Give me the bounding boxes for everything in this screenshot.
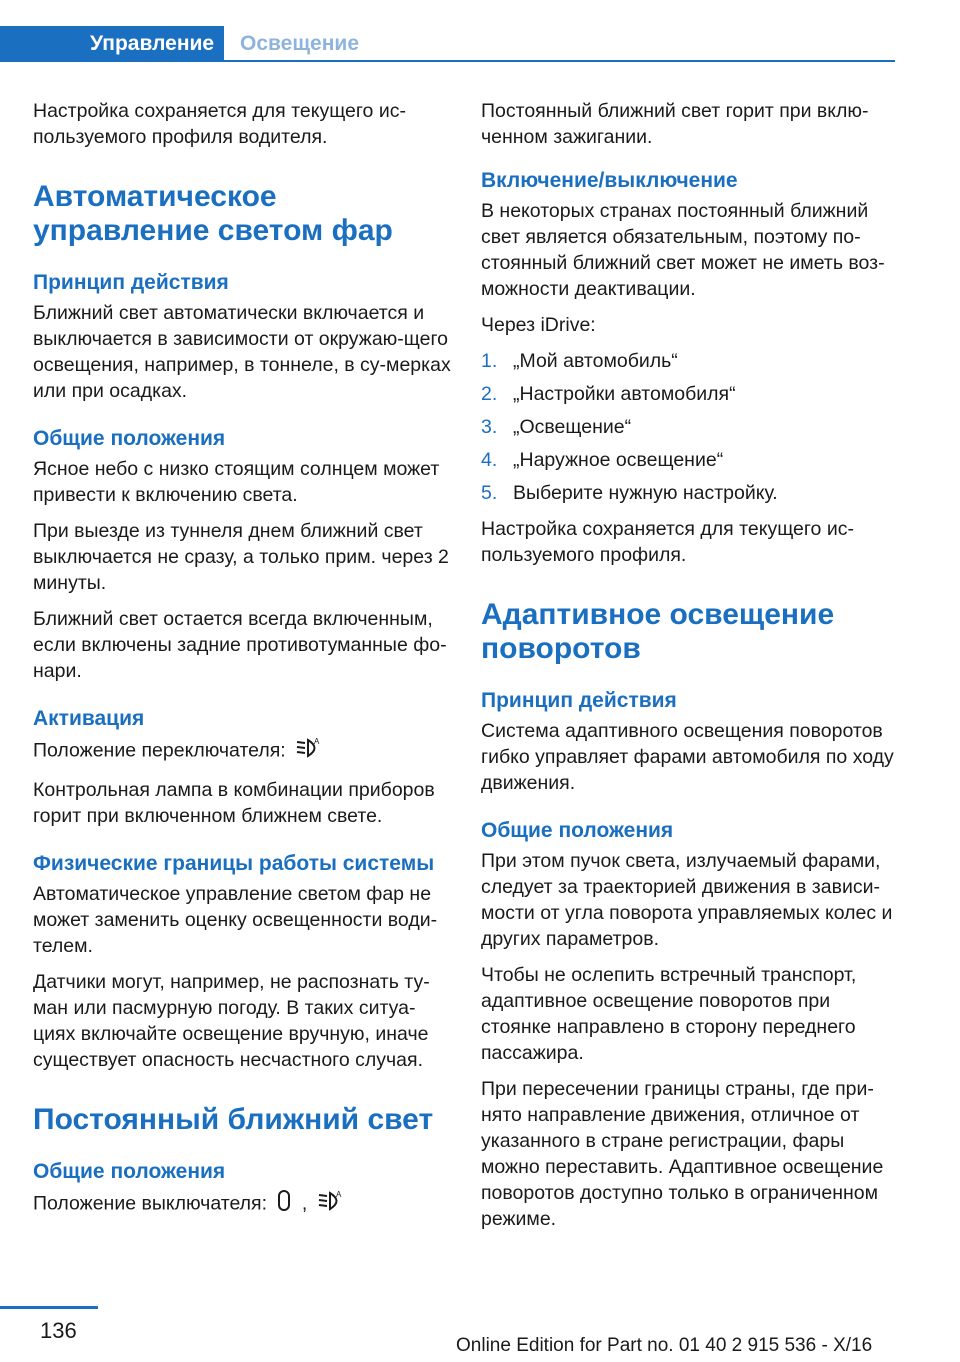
comma-separator: , — [301, 1192, 308, 1215]
adaptive-general-3: При пересечении границы страны, где при-нято направление движения, отличное от указанного в стране регистрации, фары можно переставить. Адаптивное освещение поворотов доступно только в ограниченном режиме. — [481, 1078, 884, 1230]
heading-general: Общие положения — [33, 427, 226, 450]
header-rule — [0, 60, 895, 62]
tab-control[interactable]: Управление — [0, 26, 224, 62]
edition-note: Online Edition for Part no. 01 40 2 915 536 - X/16 — [456, 1335, 873, 1356]
heading-auto-headlight: Автоматическое управление светом фар — [33, 180, 393, 247]
limits-text-2: Датчики могут, например, не распознать ту-ман или пасмурную погоду. В таких ситуа-циях включайте освещение вручную, иначе существует опасность несчастного случая. — [33, 971, 430, 1071]
heading-activation: Активация — [33, 707, 145, 730]
adaptive-principle-text: Система адаптивного освещения поворотов гибко управляет фарами автомобиля по ходу движения. — [481, 720, 894, 794]
auto-headlight-icon — [317, 1189, 347, 1220]
switch-position-line-2 — [33, 1189, 451, 1220]
switch-position-label-2: Положение выключателя: — [33, 1192, 268, 1215]
svg-text:A: A — [314, 737, 320, 746]
right-column — [481, 98, 899, 1242]
heading-on-off: Включение/выключение — [481, 169, 738, 192]
heading-permanent-low-beam: Постоянный ближний свет — [33, 1103, 434, 1136]
adaptive-general-1: При этом пучок света, излучаемый фарами, следует за траекторией движения в зависи-мости от угла поворота управляемых колес и других параметров. — [481, 850, 893, 950]
limits-text-1: Автоматическое управление светом фар не может заменить оценку освещенности води-телем. — [33, 883, 438, 957]
header-tabs — [0, 26, 895, 62]
list-item: 5. Выберите нужную настройку. — [481, 482, 778, 504]
tab-lighting[interactable]: Освещение — [240, 32, 359, 55]
heading-limits: Физические границы работы системы — [33, 852, 435, 875]
footer-rule — [0, 1306, 98, 1309]
list-item: 3. „Освещение“ — [481, 416, 632, 438]
switch-position-line — [33, 736, 451, 767]
lamp-text: Контрольная лампа в комбинации приборов горит при включенном ближнем свете. — [33, 779, 435, 827]
general-text-1: Ясное небо с низко стоящим солнцем может привести к включению света. — [33, 458, 440, 506]
idrive-steps — [481, 348, 899, 506]
on-off-text: В некоторых странах постоянный ближний свет является обязательным, поэтому по-стоянный ближний свет может не иметь воз-можности деактивации. — [481, 200, 885, 300]
list-item: 2. „Настройки автомобиля“ — [481, 383, 736, 405]
heading-general-2: Общие положения — [33, 1160, 226, 1183]
auto-headlight-icon — [295, 736, 325, 767]
light-switch-off-icon — [276, 1189, 292, 1220]
list-item: 1. „Мой автомобиль“ — [481, 350, 678, 372]
switch-position-label: Положение переключателя: — [33, 739, 286, 762]
heading-general-3: Общие положения — [481, 819, 674, 842]
heading-principle-2: Принцип действия — [481, 689, 677, 712]
adaptive-general-2: Чтобы не ослепить встречный транспорт, адаптивное освещение поворотов при стоянке направлено в сторону переднего пассажира. — [481, 964, 857, 1064]
permanent-lit-text: Постоянный ближний свет горит при вклю-ченном зажигании. — [481, 100, 869, 148]
profile-note: Настройка сохраняется для текущего ис-пользуемого профиля водителя. — [33, 100, 406, 148]
page-number: 136 — [40, 1318, 77, 1343]
heading-adaptive-lighting: Адаптивное освещение поворотов — [481, 598, 835, 665]
saved-text: Настройка сохраняется для текущего ис-пользуемого профиля. — [481, 518, 854, 566]
heading-principle: Принцип действия — [33, 271, 229, 294]
idrive-label: Через iDrive: — [481, 314, 596, 336]
list-item: 4. „Наружное освещение“ — [481, 449, 724, 471]
svg-text:A: A — [335, 1190, 342, 1199]
general-text-3: Ближний свет остается всегда включенным, если включены задние противотуманные фо-нари. — [33, 608, 447, 682]
principle-text: Ближний свет автоматически включается и выключается в зависимости от окружаю-щего освещения, например, в тоннеле, в су-мерках или при осадках. — [33, 302, 451, 402]
general-text-2: При выезде из туннеля днем ближний свет выключается не сразу, а только прим. через 2 минуты. — [33, 520, 449, 594]
left-column — [33, 98, 451, 1230]
